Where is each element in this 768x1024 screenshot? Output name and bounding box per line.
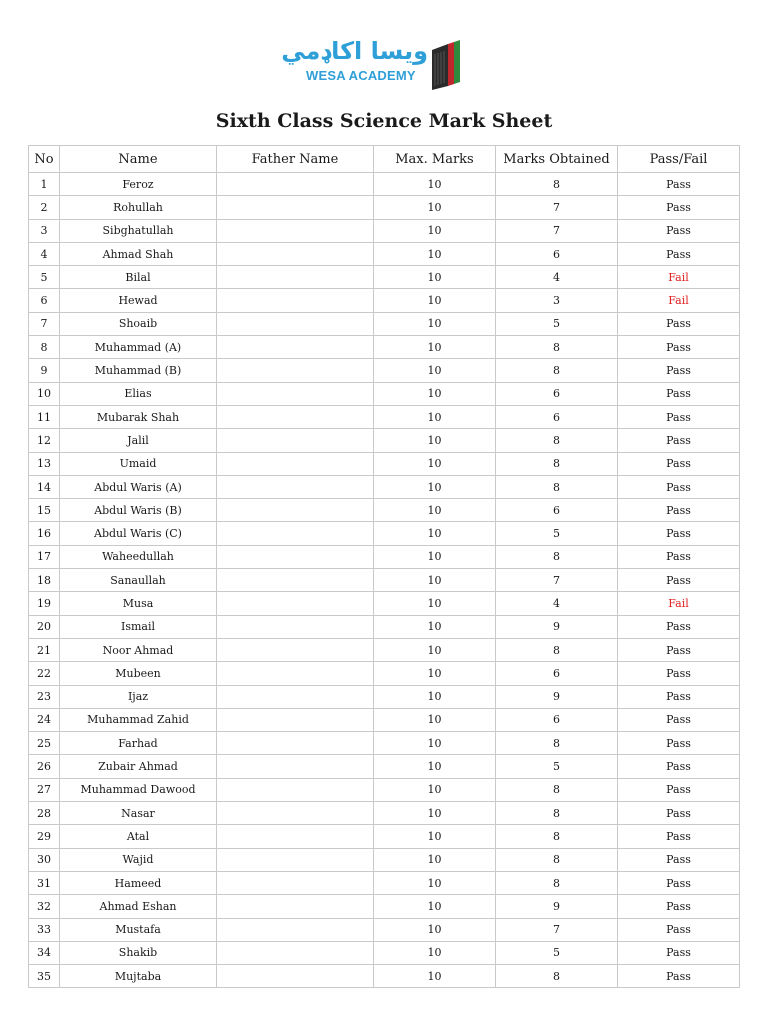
cell-marks-obtained: 8	[496, 825, 618, 848]
cell-no: 8	[29, 336, 60, 359]
cell-name: Farhad	[60, 732, 217, 755]
cell-result: Pass	[618, 475, 740, 498]
cell-name: Elias	[60, 382, 217, 405]
table-row	[29, 545, 740, 568]
cell-marks-obtained: 8	[496, 545, 618, 568]
table-row	[29, 359, 740, 382]
header-name: Name	[60, 146, 217, 173]
cell-father-name	[217, 638, 374, 661]
cell-no: 17	[29, 545, 60, 568]
cell-marks-obtained: 8	[496, 871, 618, 894]
cell-marks-obtained: 8	[496, 732, 618, 755]
cell-result: Pass	[618, 685, 740, 708]
cell-no: 12	[29, 429, 60, 452]
cell-no: 23	[29, 685, 60, 708]
cell-result: Pass	[618, 429, 740, 452]
cell-father-name	[217, 429, 374, 452]
cell-marks-obtained: 8	[496, 638, 618, 661]
table-row	[29, 825, 740, 848]
cell-result: Fail	[618, 266, 740, 289]
cell-marks-obtained: 5	[496, 755, 618, 778]
cell-father-name	[217, 173, 374, 196]
table-row	[29, 405, 740, 428]
cell-result: Pass	[618, 359, 740, 382]
cell-no: 3	[29, 219, 60, 242]
header-pass-fail: Pass/Fail	[618, 146, 740, 173]
cell-marks-obtained: 8	[496, 359, 618, 382]
cell-name: Jalil	[60, 429, 217, 452]
cell-no: 30	[29, 848, 60, 871]
cell-max-marks: 10	[374, 592, 496, 615]
cell-father-name	[217, 219, 374, 242]
cell-marks-obtained: 6	[496, 499, 618, 522]
cell-max-marks: 10	[374, 219, 496, 242]
cell-father-name	[217, 499, 374, 522]
cell-marks-obtained: 7	[496, 196, 618, 219]
cell-result: Fail	[618, 592, 740, 615]
cell-marks-obtained: 6	[496, 405, 618, 428]
cell-name: Musa	[60, 592, 217, 615]
cell-name: Nasar	[60, 802, 217, 825]
cell-father-name	[217, 336, 374, 359]
cell-father-name	[217, 778, 374, 801]
cell-marks-obtained: 3	[496, 289, 618, 312]
cell-max-marks: 10	[374, 732, 496, 755]
header-no: No	[29, 146, 60, 173]
cell-no: 9	[29, 359, 60, 382]
cell-max-marks: 10	[374, 871, 496, 894]
cell-max-marks: 10	[374, 429, 496, 452]
cell-father-name	[217, 708, 374, 731]
cell-max-marks: 10	[374, 266, 496, 289]
wesa-academy-logo	[281, 36, 472, 92]
cell-result: Pass	[618, 732, 740, 755]
table-header-row	[29, 146, 740, 173]
table-row	[29, 196, 740, 219]
cell-marks-obtained: 6	[496, 382, 618, 405]
cell-no: 2	[29, 196, 60, 219]
cell-max-marks: 10	[374, 242, 496, 265]
cell-father-name	[217, 732, 374, 755]
cell-no: 1	[29, 173, 60, 196]
header-father-name: Father Name	[217, 146, 374, 173]
cell-max-marks: 10	[374, 569, 496, 592]
cell-result: Pass	[618, 522, 740, 545]
logo-english-text: WESA ACADEMY	[306, 68, 416, 83]
cell-result: Pass	[618, 405, 740, 428]
table-row	[29, 848, 740, 871]
table-row	[29, 429, 740, 452]
cell-marks-obtained: 7	[496, 219, 618, 242]
table-row	[29, 941, 740, 964]
cell-marks-obtained: 8	[496, 173, 618, 196]
cell-name: Muhammad (A)	[60, 336, 217, 359]
cell-father-name	[217, 569, 374, 592]
cell-no: 22	[29, 662, 60, 685]
cell-name: Atal	[60, 825, 217, 848]
cell-name: Muhammad Dawood	[60, 778, 217, 801]
cell-father-name	[217, 522, 374, 545]
cell-marks-obtained: 5	[496, 312, 618, 335]
cell-marks-obtained: 8	[496, 452, 618, 475]
cell-result: Pass	[618, 848, 740, 871]
cell-result: Pass	[618, 638, 740, 661]
table-row	[29, 685, 740, 708]
cell-name: Feroz	[60, 173, 217, 196]
table-row	[29, 242, 740, 265]
cell-father-name	[217, 965, 374, 988]
cell-name: Abdul Waris (C)	[60, 522, 217, 545]
cell-no: 24	[29, 708, 60, 731]
cell-result: Pass	[618, 755, 740, 778]
cell-no: 29	[29, 825, 60, 848]
cell-no: 33	[29, 918, 60, 941]
cell-result: Fail	[618, 289, 740, 312]
cell-name: Sanaullah	[60, 569, 217, 592]
cell-max-marks: 10	[374, 965, 496, 988]
cell-name: Muhammad (B)	[60, 359, 217, 382]
mark-sheet-table	[28, 145, 740, 988]
cell-name: Mubarak Shah	[60, 405, 217, 428]
cell-max-marks: 10	[374, 452, 496, 475]
cell-father-name	[217, 242, 374, 265]
cell-result: Pass	[618, 871, 740, 894]
cell-result: Pass	[618, 242, 740, 265]
cell-result: Pass	[618, 545, 740, 568]
cell-result: Pass	[618, 499, 740, 522]
table-row	[29, 662, 740, 685]
cell-no: 13	[29, 452, 60, 475]
cell-father-name	[217, 685, 374, 708]
cell-result: Pass	[618, 196, 740, 219]
cell-marks-obtained: 8	[496, 475, 618, 498]
cell-name: Muhammad Zahid	[60, 708, 217, 731]
cell-max-marks: 10	[374, 918, 496, 941]
cell-name: Abdul Waris (A)	[60, 475, 217, 498]
cell-max-marks: 10	[374, 545, 496, 568]
page-title: Sixth Class Science Mark Sheet	[215, 110, 553, 132]
cell-result: Pass	[618, 965, 740, 988]
cell-max-marks: 10	[374, 289, 496, 312]
cell-father-name	[217, 196, 374, 219]
cell-father-name	[217, 802, 374, 825]
cell-marks-obtained: 7	[496, 569, 618, 592]
cell-result: Pass	[618, 802, 740, 825]
cell-marks-obtained: 8	[496, 802, 618, 825]
cell-no: 16	[29, 522, 60, 545]
cell-no: 26	[29, 755, 60, 778]
cell-no: 18	[29, 569, 60, 592]
cell-marks-obtained: 4	[496, 266, 618, 289]
cell-result: Pass	[618, 895, 740, 918]
cell-marks-obtained: 8	[496, 778, 618, 801]
cell-max-marks: 10	[374, 382, 496, 405]
cell-marks-obtained: 6	[496, 662, 618, 685]
cell-result: Pass	[618, 336, 740, 359]
cell-name: Wajid	[60, 848, 217, 871]
cell-result: Pass	[618, 615, 740, 638]
cell-father-name	[217, 918, 374, 941]
cell-max-marks: 10	[374, 522, 496, 545]
cell-max-marks: 10	[374, 941, 496, 964]
cell-name: Ahmad Shah	[60, 242, 217, 265]
table-row	[29, 965, 740, 988]
cell-father-name	[217, 662, 374, 685]
cell-name: Waheedullah	[60, 545, 217, 568]
cell-no: 25	[29, 732, 60, 755]
cell-father-name	[217, 825, 374, 848]
table-row	[29, 918, 740, 941]
table-row	[29, 452, 740, 475]
cell-marks-obtained: 4	[496, 592, 618, 615]
cell-marks-obtained: 8	[496, 336, 618, 359]
cell-name: Shoaib	[60, 312, 217, 335]
cell-max-marks: 10	[374, 499, 496, 522]
cell-name: Abdul Waris (B)	[60, 499, 217, 522]
table-row	[29, 382, 740, 405]
cell-name: Sibghatullah	[60, 219, 217, 242]
cell-name: Umaid	[60, 452, 217, 475]
table-row	[29, 895, 740, 918]
cell-max-marks: 10	[374, 359, 496, 382]
cell-max-marks: 10	[374, 405, 496, 428]
cell-no: 4	[29, 242, 60, 265]
header-max-marks: Max. Marks	[374, 146, 496, 173]
cell-max-marks: 10	[374, 895, 496, 918]
cell-name: Ahmad Eshan	[60, 895, 217, 918]
cell-name: Ismail	[60, 615, 217, 638]
cell-no: 7	[29, 312, 60, 335]
table-row	[29, 871, 740, 894]
cell-no: 21	[29, 638, 60, 661]
cell-result: Pass	[618, 708, 740, 731]
cell-result: Pass	[618, 312, 740, 335]
logo-arabic-text: ويسا اكاډمي	[281, 37, 428, 65]
cell-max-marks: 10	[374, 848, 496, 871]
cell-no: 10	[29, 382, 60, 405]
cell-result: Pass	[618, 569, 740, 592]
cell-no: 32	[29, 895, 60, 918]
cell-max-marks: 10	[374, 615, 496, 638]
table-row	[29, 778, 740, 801]
cell-no: 15	[29, 499, 60, 522]
cell-max-marks: 10	[374, 802, 496, 825]
table-row	[29, 732, 740, 755]
cell-max-marks: 10	[374, 173, 496, 196]
cell-max-marks: 10	[374, 662, 496, 685]
cell-result: Pass	[618, 219, 740, 242]
cell-result: Pass	[618, 918, 740, 941]
cell-father-name	[217, 475, 374, 498]
table-row	[29, 615, 740, 638]
cell-name: Mujtaba	[60, 965, 217, 988]
cell-father-name	[217, 312, 374, 335]
cell-no: 5	[29, 266, 60, 289]
cell-max-marks: 10	[374, 755, 496, 778]
cell-father-name	[217, 895, 374, 918]
cell-no: 27	[29, 778, 60, 801]
cell-result: Pass	[618, 382, 740, 405]
cell-max-marks: 10	[374, 336, 496, 359]
cell-max-marks: 10	[374, 778, 496, 801]
cell-father-name	[217, 941, 374, 964]
cell-no: 6	[29, 289, 60, 312]
cell-name: Rohullah	[60, 196, 217, 219]
cell-father-name	[217, 545, 374, 568]
cell-marks-obtained: 6	[496, 242, 618, 265]
cell-father-name	[217, 382, 374, 405]
cell-father-name	[217, 848, 374, 871]
cell-marks-obtained: 5	[496, 941, 618, 964]
cell-name: Mubeen	[60, 662, 217, 685]
cell-name: Ijaz	[60, 685, 217, 708]
cell-result: Pass	[618, 941, 740, 964]
cell-max-marks: 10	[374, 638, 496, 661]
cell-no: 19	[29, 592, 60, 615]
cell-marks-obtained: 8	[496, 429, 618, 452]
header-marks-obtained: Marks Obtained	[496, 146, 618, 173]
cell-father-name	[217, 452, 374, 475]
cell-max-marks: 10	[374, 708, 496, 731]
cell-max-marks: 10	[374, 825, 496, 848]
cell-marks-obtained: 6	[496, 708, 618, 731]
cell-result: Pass	[618, 173, 740, 196]
cell-max-marks: 10	[374, 685, 496, 708]
cell-result: Pass	[618, 662, 740, 685]
table-row	[29, 266, 740, 289]
table-row	[29, 755, 740, 778]
cell-name: Hewad	[60, 289, 217, 312]
table-row	[29, 522, 740, 545]
cell-marks-obtained: 7	[496, 918, 618, 941]
cell-name: Bilal	[60, 266, 217, 289]
table-row	[29, 638, 740, 661]
cell-no: 11	[29, 405, 60, 428]
cell-father-name	[217, 755, 374, 778]
cell-no: 14	[29, 475, 60, 498]
cell-max-marks: 10	[374, 312, 496, 335]
table-row	[29, 173, 740, 196]
cell-marks-obtained: 9	[496, 895, 618, 918]
cell-marks-obtained: 5	[496, 522, 618, 545]
cell-result: Pass	[618, 825, 740, 848]
table-row	[29, 708, 740, 731]
cell-marks-obtained: 9	[496, 615, 618, 638]
table-row	[29, 289, 740, 312]
cell-father-name	[217, 359, 374, 382]
table-row	[29, 802, 740, 825]
cell-result: Pass	[618, 452, 740, 475]
books-icon	[428, 40, 468, 90]
table-row	[29, 312, 740, 335]
table-row	[29, 592, 740, 615]
cell-marks-obtained: 8	[496, 965, 618, 988]
cell-no: 28	[29, 802, 60, 825]
cell-name: Zubair Ahmad	[60, 755, 217, 778]
cell-father-name	[217, 266, 374, 289]
cell-no: 34	[29, 941, 60, 964]
cell-result: Pass	[618, 778, 740, 801]
cell-max-marks: 10	[374, 475, 496, 498]
cell-marks-obtained: 8	[496, 848, 618, 871]
cell-marks-obtained: 9	[496, 685, 618, 708]
cell-name: Shakib	[60, 941, 217, 964]
cell-father-name	[217, 871, 374, 894]
cell-father-name	[217, 615, 374, 638]
cell-no: 35	[29, 965, 60, 988]
table-row	[29, 219, 740, 242]
cell-no: 31	[29, 871, 60, 894]
table-row	[29, 569, 740, 592]
cell-name: Noor Ahmad	[60, 638, 217, 661]
cell-name: Mustafa	[60, 918, 217, 941]
cell-name: Hameed	[60, 871, 217, 894]
cell-no: 20	[29, 615, 60, 638]
cell-father-name	[217, 592, 374, 615]
cell-max-marks: 10	[374, 196, 496, 219]
table-row	[29, 336, 740, 359]
cell-father-name	[217, 289, 374, 312]
cell-father-name	[217, 405, 374, 428]
table-row	[29, 475, 740, 498]
table-row	[29, 499, 740, 522]
